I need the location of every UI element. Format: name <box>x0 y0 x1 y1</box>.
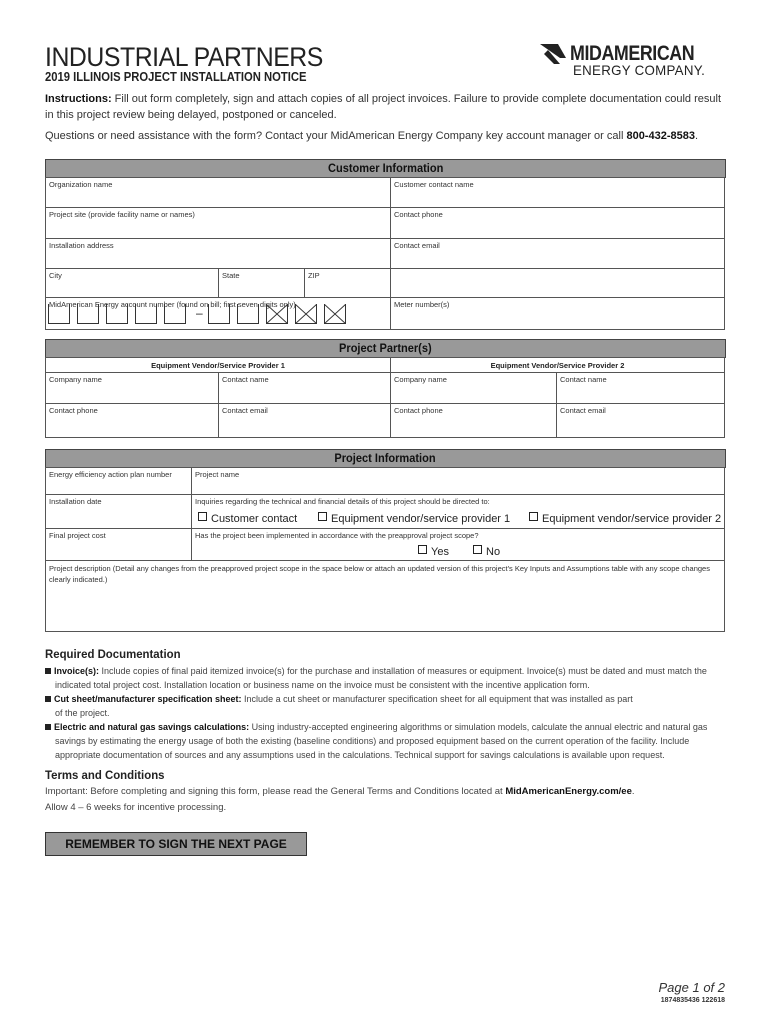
eeap-number-field[interactable] <box>45 467 192 495</box>
cut-sheet-requirement <box>45 692 725 720</box>
org-name-field[interactable] <box>45 177 391 208</box>
checkbox-icon[interactable] <box>198 512 207 521</box>
questions-line: Questions or need assistance with the form? Contact your MidAmerican Energy Company key account manager or call <box>45 130 627 142</box>
contact-email-field[interactable] <box>390 238 725 269</box>
option-yes[interactable] <box>418 545 449 558</box>
option-vendor2[interactable] <box>529 512 721 525</box>
option-no-label: No <box>486 546 501 558</box>
checkbox-icon[interactable] <box>473 545 482 554</box>
cross-icon <box>324 304 346 324</box>
checkbox-icon[interactable] <box>529 512 538 521</box>
terms-text <box>45 784 725 816</box>
partners-heading-text: Project Partner(s) <box>339 341 432 355</box>
cut-sheet-text: Include a cut sheet or manufacturer specification sheet for all equipment that was installed as part <box>241 694 633 704</box>
cut-sheet-text-cont: of the project. <box>55 708 110 718</box>
zip-field[interactable] <box>304 268 391 298</box>
option-vendor2-label: Equipment vendor/service provider 2 <box>542 513 722 525</box>
form-subtitle: 2019 ILLINOIS PROJECT INSTALLATION NOTICE <box>45 70 307 84</box>
installation-date-field[interactable] <box>45 494 192 529</box>
account-dash: – <box>196 306 203 320</box>
savings-calc-text-cont2: appropriate documentation of sources and any assumptions used in the calculations. Technical support for savings calculations is available upon request. <box>55 750 665 760</box>
invoice-text-cont: indicated total project cost. Installation location or business name on the invoice must be consistent with the incentive application form. <box>55 680 590 690</box>
contact-email-label: Contact email <box>560 406 606 415</box>
final-project-cost-field[interactable] <box>45 528 192 561</box>
customer-contact-name-field[interactable] <box>390 177 725 208</box>
customer-info-heading-text: Customer Information <box>327 161 444 175</box>
account-digit-box[interactable] <box>164 304 186 324</box>
vendor1-contact-phone-field[interactable] <box>45 403 219 438</box>
account-digit-box[interactable] <box>106 304 128 324</box>
implemented-question-field <box>191 528 725 561</box>
bullet-icon <box>45 668 51 674</box>
inquiries-label: Inquiries regarding the technical and financial details of this project should be directed to: <box>195 497 490 506</box>
install-address-label: Installation address <box>49 241 114 250</box>
logo-mark-icon <box>540 44 574 74</box>
vendor1-contact-name-field[interactable] <box>218 372 391 404</box>
implemented-question-label: Has the project been implemented in accordance with the preapproval project scope? <box>195 531 479 540</box>
option-yes-label: Yes <box>431 546 449 558</box>
contact-email-label: Contact email <box>394 241 440 250</box>
sign-reminder: REMEMBER TO SIGN THE NEXT PAGE <box>45 832 307 856</box>
vendor2-contact-email-field[interactable] <box>556 403 725 438</box>
eeap-number-label: Energy efficiency action plan number <box>49 470 172 479</box>
account-digit-box[interactable] <box>48 304 70 324</box>
contact-email-label: Contact email <box>222 406 268 415</box>
project-partners-heading <box>45 339 726 358</box>
vendor2-contact-phone-field[interactable] <box>390 403 557 438</box>
processing-time: Allow 4 – 6 weeks for incentive processing. <box>45 802 227 813</box>
zip-label: ZIP <box>308 271 320 280</box>
state-field[interactable] <box>218 268 305 298</box>
project-description-field[interactable] <box>45 560 725 632</box>
contact-name-label: Contact name <box>222 375 269 384</box>
install-date-label: Installation date <box>49 497 102 506</box>
contact-name-label: Contact name <box>560 375 607 384</box>
vendor2-title: Equipment Vendor/Service Provider 2 <box>490 361 625 370</box>
document-number: 1874835436 122618 <box>660 997 725 1004</box>
cross-icon <box>295 304 317 324</box>
savings-calc-requirement <box>45 720 725 762</box>
invoice-text: Include copies of final paid itemized invoice(s) for the purchase and installation of measures or equipment. Invoice(s) must be dated and must match the <box>99 666 707 676</box>
final-cost-label: Final project cost <box>49 531 106 540</box>
instructions-label: Instructions: <box>45 93 112 105</box>
logo-text-line1: MIDAMERICAN <box>570 42 695 65</box>
account-digit-box[interactable] <box>208 304 230 324</box>
option-customer-contact[interactable] <box>198 512 297 525</box>
customer-info-heading <box>45 159 726 178</box>
vendor1-company-name-field[interactable] <box>45 372 219 404</box>
contact-phone-label: Contact phone <box>49 406 98 415</box>
org-name-label: Organization name <box>49 180 113 189</box>
invoice-label: Invoice(s): <box>54 666 100 676</box>
vendor1-contact-email-field[interactable] <box>218 403 391 438</box>
account-number-label: MidAmerican Energy account number (found on bill; first seven digits only) <box>49 300 296 309</box>
terms-intro: Important: Before completing and signing this form, please read the General Terms and Conditions located at <box>45 786 506 797</box>
meter-spacer <box>390 268 725 298</box>
account-digit-box[interactable] <box>237 304 259 324</box>
city-label: City <box>49 271 62 280</box>
phone-number: 800-432-8583 <box>626 130 695 142</box>
account-crossed-box <box>295 304 317 324</box>
contact-name-label: Customer contact name <box>394 180 474 189</box>
option-customer-label: Customer contact <box>211 513 298 525</box>
bullet-icon <box>45 696 51 702</box>
account-digit-box[interactable] <box>135 304 157 324</box>
terms-heading: Terms and Conditions <box>45 768 165 782</box>
contact-phone-label: Contact phone <box>394 406 443 415</box>
contact-phone-field[interactable] <box>390 207 725 239</box>
company-name-label: Company name <box>49 375 102 384</box>
vendor2-contact-name-field[interactable] <box>556 372 725 404</box>
cut-sheet-label: Cut sheet/manufacturer specification sheet: <box>54 694 242 704</box>
terms-end: . <box>631 786 635 797</box>
state-label: State <box>222 271 240 280</box>
logo-text-line2: ENERGY COMPANY. <box>573 62 706 78</box>
project-name-label: Project name <box>195 470 240 479</box>
option-vendor1[interactable] <box>318 512 510 525</box>
savings-calc-text: Using industry-accepted engineering algorithms or simulation models, calculate the annual electric and natural gas <box>249 722 708 732</box>
option-no[interactable] <box>473 545 500 558</box>
vendor1-title: Equipment Vendor/Service Provider 1 <box>151 361 285 370</box>
meter-numbers-label: Meter number(s) <box>394 300 450 309</box>
project-name-field[interactable] <box>191 467 725 495</box>
meter-numbers-field[interactable] <box>390 297 725 330</box>
cross-icon <box>266 304 288 324</box>
vendor2-company-name-field[interactable] <box>390 372 557 404</box>
savings-calc-label: Electric and natural gas savings calculations: <box>54 722 250 732</box>
midamerican-logo <box>540 44 728 78</box>
instructions-text: Fill out form completely, sign and attach copies of all project invoices. Failure to provide complete documentation could result in this project review being delayed, postponed or canceled. <box>45 93 722 121</box>
questions-end: . <box>694 130 699 142</box>
project-info-heading <box>45 449 726 468</box>
invoice-requirement <box>45 664 725 692</box>
instructions <box>45 91 725 123</box>
required-documentation-heading: Required Documentation <box>45 647 181 661</box>
questions-text <box>45 128 725 144</box>
checkbox-icon[interactable] <box>418 545 427 554</box>
account-crossed-box <box>266 304 288 324</box>
page-number: Page 1 of 2 <box>658 980 725 995</box>
contact-phone-label: Contact phone <box>394 210 443 219</box>
project-info-heading-text: Project Information <box>334 451 437 465</box>
project-site-label: Project site (provide facility name or names) <box>49 210 195 219</box>
bullet-icon <box>45 724 51 730</box>
form-title: INDUSTRIAL PARTNERS <box>45 42 323 72</box>
company-name-label: Company name <box>394 375 447 384</box>
account-crossed-box <box>324 304 346 324</box>
account-digit-box[interactable] <box>77 304 99 324</box>
vendor2-header <box>390 357 725 373</box>
terms-link[interactable]: MidAmericanEnergy.com/ee <box>505 786 632 797</box>
installation-address-field[interactable] <box>45 238 391 269</box>
project-description-label: Project description (Detail any changes from the preapproved project scope in the space below or attach an updated version of this project's Key Inputs and Assumptions table with any scope changes clearly indicated.) <box>49 564 710 584</box>
checkbox-icon[interactable] <box>318 512 327 521</box>
project-site-field[interactable] <box>45 207 391 239</box>
option-vendor1-label: Equipment vendor/service provider 1 <box>331 513 511 525</box>
city-field[interactable] <box>45 268 219 298</box>
vendor1-header <box>45 357 391 373</box>
savings-calc-text-cont: savings by estimating the energy usage of both the existing (baseline conditions) and proposed equipment based on the current operation of the facility. Include <box>55 736 690 746</box>
